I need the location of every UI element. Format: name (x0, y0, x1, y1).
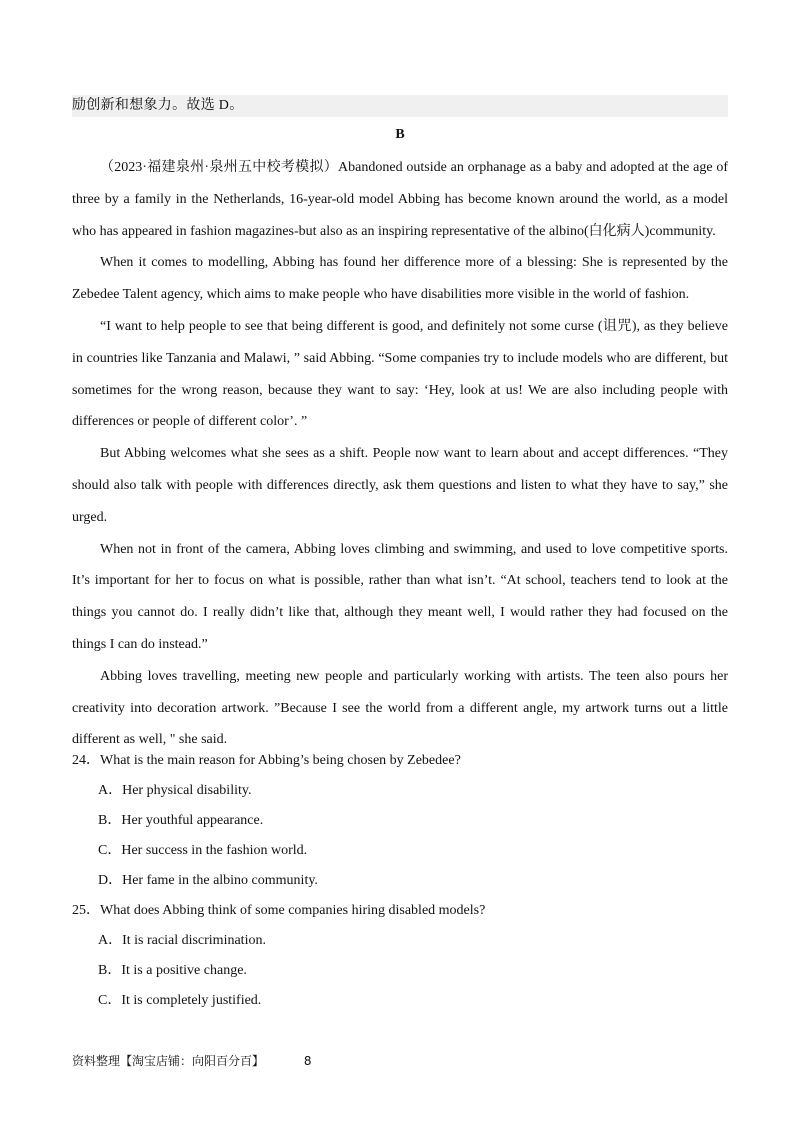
question-stem: 25．What does Abbing think of some companies hiring disabled models? (72, 903, 486, 918)
footer-source: 资料整理【淘宝店铺：向阳百分百】 (72, 1054, 265, 1068)
option-b: B．It is a positive change. (98, 963, 247, 978)
passage-paragraph: “I want to help people to see that being different is good, and definitely not some curse (诅咒), as they believe in countries like Tanzania and Malawi, ” said Abbing. “Some companies try to include models who are different, but sometimes for the wrong reason, because they want to say: ‘Hey, look at us! We are also including people with differences or people of different color’. ” (72, 318, 728, 430)
previous-answer-tail: 励创新和想象力。故选 D。 (72, 98, 244, 113)
passage-paragraph: Abbing loves travelling, meeting new people and particularly working with artists. The teen also pours her creativity into decoration artwork. ”Because I see the world from a different angle, my artwork turns out a little different as well, " she said. (72, 668, 728, 748)
question-stem: 24．What is the main reason for Abbing’s being chosen by Zebedee? (72, 753, 461, 768)
option-a: A．It is racial discrimination. (98, 933, 266, 948)
option-a: A．Her physical disability. (98, 783, 252, 798)
question-24 (72, 746, 728, 896)
page-footer (72, 1052, 311, 1069)
passage-paragraph: When not in front of the camera, Abbing loves climbing and swimming, and used to love competitive sports. It’s important for her to focus on what is possible, rather than what isn’t. “At school, teachers tend to look at the things you cannot do. I really didn’t like that, although they meant well, I would rather they had focused on the things I can do instead.” (72, 541, 728, 652)
option-c: C．It is completely justified. (98, 993, 262, 1008)
page-number: 8 (303, 1054, 312, 1068)
question-25 (72, 896, 728, 1016)
section-title: B (395, 127, 405, 142)
option-c: C．Her success in the fashion world. (98, 843, 308, 858)
reading-passage (72, 152, 728, 756)
passage-paragraph: But Abbing welcomes what she sees as a shift. People now want to learn about and accept differences. “They should also talk with people with differences directly, ask them questions and listen to what they have to say,” she urged. (72, 446, 728, 525)
question-list (72, 746, 728, 1016)
passage-paragraph: （2023·福建泉州·泉州五中校考模拟）Abandoned outside an orphanage as a baby and adopted at the age of three by a family in the Netherlands, 16-year-old model Abbing has become known around the world, as a model who has appeared in fashion magazines-but also as an inspiring representative of the albino(白化病人)community. (72, 160, 728, 239)
option-d: D．Her fame in the albino community. (98, 873, 318, 888)
option-b: B．Her youthful appearance. (98, 813, 264, 828)
passage-paragraph: When it comes to modelling, Abbing has found her difference more of a blessing: She is represented by the Zebedee Talent agency, which aims to make people who have disabilities more visible in the world of fashion. (72, 255, 728, 303)
